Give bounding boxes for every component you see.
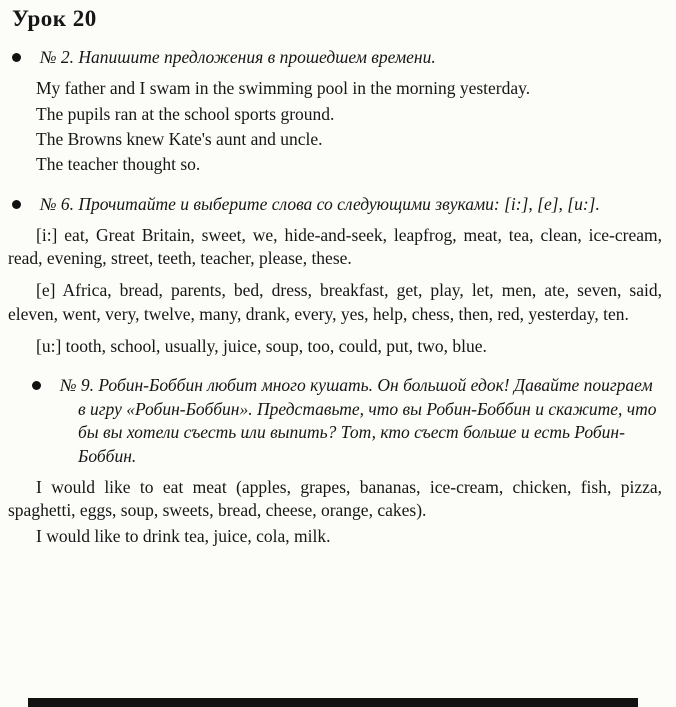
exercise-6-wordlist-u: [u:] tooth, school, usually, juice, soup, too, could, put, two, blue. [36,336,487,356]
exercise-9-section [8,374,662,548]
bullet-icon [12,200,21,209]
exercise-6-wordlist-i: [i:] eat, Great Britain, sweet, we, hide-and-seek, leapfrog, meat, tea, clean, ice-cream, read, evening, street, teeth, teacher, please, these. [8,224,662,269]
exercise-9-task [8,374,662,468]
exercise-2-sentence: The pupils ran at the school sports ground. [36,103,335,124]
exercise-2-task [8,46,662,69]
bullet-icon [12,53,21,62]
exercise-6-section [8,193,662,359]
exercise-6-wordlist-e: [e] Africa, bread, parents, bed, dress, breakfast, get, play, let, men, ate, seven, said, eleven, went, very, twelve, many, drank, every, yes, help, chess, then, red, yesterday, ten. [8,280,662,324]
exercise-2-task-text: № 2. Напишите предложения в прошедшем времени. [40,47,436,67]
lesson-title: Урок 20 [12,6,97,31]
exercise-2-sentence: The Browns knew Kate's aunt and uncle. [36,128,323,149]
exercise-2-sentence: My father and I swam in the swimming pool in the morning yesterday. [36,78,531,99]
exercise-9-sentence: I would like to eat meat (apples, grapes, bananas, ice-cream, chicken, fish, pizza, spaghetti, eggs, soup, sweets, bread, cheese, orange, cakes). [8,477,662,521]
exercise-9-task-text: № 9. Робин-Боббин любит много кушать. Он большой едок! Давайте поиграем в игру «Робин-Боббин». Представьте, что вы Робин-Боббин и скажите, что бы вы хотели съесть или выпить? Тот, кто съест больше и есть Робин-Боббин. [60,375,657,466]
scan-artifact-bar [28,698,638,707]
exercise-2-sentence: The teacher thought so. [36,154,201,175]
exercise-6-task-text: № 6. Прочитайте и выберите слова со следующими звуками: [i:], [e], [u:]. [40,193,600,214]
bullet-icon [32,381,41,390]
exercise-9-sentence: I would like to drink tea, juice, cola, milk. [36,525,331,546]
exercise-6-task [8,193,662,216]
exercise-2-section [8,46,662,177]
